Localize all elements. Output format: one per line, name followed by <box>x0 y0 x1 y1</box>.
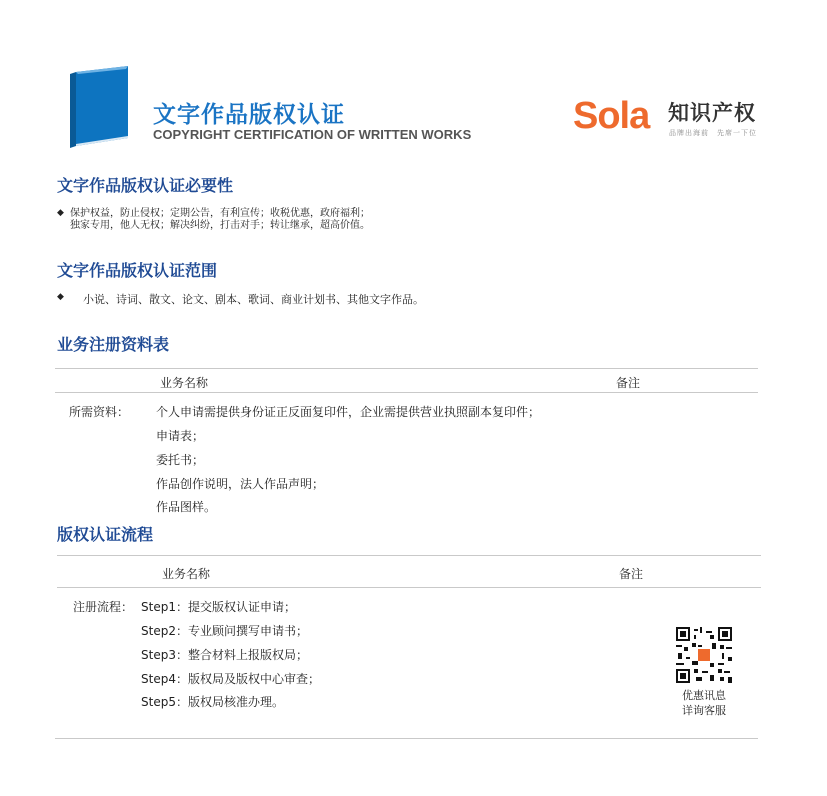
process-step: Step3：整合材料上报版权局； <box>141 648 308 662</box>
process-step: Step4：版权局及版权中心审查； <box>141 672 320 686</box>
process-step: Step2：专业顾问撰写申请书； <box>141 624 308 638</box>
materials-item: 申请表； <box>156 429 205 443</box>
brand-logo-text: 知识产权 <box>668 101 756 125</box>
book-icon <box>68 66 132 148</box>
qr-code-icon <box>676 627 732 683</box>
brand-slogan: 品牌出海前 先席一下位 <box>669 129 757 137</box>
materials-item: 个人申请需提供身份证正反面复印件，企业需提供营业执照副本复印件； <box>156 405 541 419</box>
materials-col-note: 备注 <box>616 376 641 390</box>
necessity-line-1: 保护权益，防止侵权；定期公告，有利宣传；收税优惠，政府福利； <box>70 208 370 219</box>
table-divider <box>55 392 758 393</box>
materials-item: 作品创作说明，法人作品声明； <box>156 477 325 491</box>
process-col-name: 业务名称 <box>162 567 211 581</box>
process-col-note: 备注 <box>619 567 644 581</box>
page-title: 文字作品版权认证 <box>153 102 345 128</box>
materials-item: 委托书； <box>156 453 205 467</box>
table-divider <box>57 555 761 556</box>
page-subtitle: COPYRIGHT CERTIFICATION OF WRITTEN WORKS <box>153 127 472 142</box>
necessity-line-2: 独家专用，他人无权；解决纠纷，打击对手；转让继承，超高价值。 <box>70 220 370 231</box>
process-row-label: 注册流程： <box>73 600 134 614</box>
bullet-icon: ◆ <box>57 208 64 218</box>
materials-item: 作品图样。 <box>156 500 217 514</box>
process-step: Step1：提交版权认证申请； <box>141 600 296 614</box>
footer-divider <box>55 738 758 739</box>
process-step: Step5：版权局核准办理。 <box>141 695 284 709</box>
scope-heading: 文字作品版权认证范围 <box>57 261 218 280</box>
process-heading: 版权认证流程 <box>57 525 154 544</box>
table-divider <box>55 368 758 369</box>
qr-caption <box>668 688 740 718</box>
qr-caption-line-2: 详询客服 <box>682 704 726 717</box>
materials-row-label: 所需资料： <box>69 405 130 419</box>
necessity-heading: 文字作品版权认证必要性 <box>57 176 234 195</box>
materials-col-name: 业务名称 <box>160 376 209 390</box>
materials-heading: 业务注册资料表 <box>57 335 170 354</box>
qr-caption-line-1: 优惠讯息 <box>682 689 726 702</box>
scope-text: 小说、诗词、散文、论文、剧本、歌词、商业计划书、其他文字作品。 <box>83 293 424 306</box>
table-divider <box>57 587 761 588</box>
brand-logo: Sola <box>573 95 650 137</box>
bullet-icon: ◆ <box>57 292 64 302</box>
